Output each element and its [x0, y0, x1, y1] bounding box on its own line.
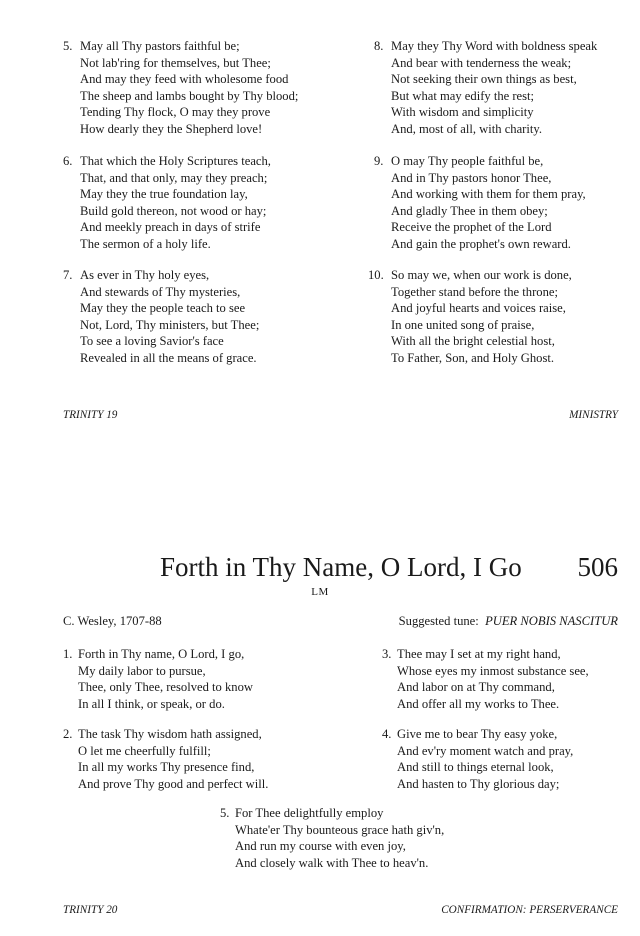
stanza-line: Receive the prophet of the Lord — [391, 220, 552, 235]
stanza-number: 10. — [368, 268, 384, 282]
stanza-line: Whose eyes my inmost substance see, — [397, 663, 589, 678]
footer-season-bottom: TRINITY 20 — [63, 904, 118, 916]
hymn-author: C. Wesley, 1707-88 — [63, 614, 162, 628]
hymn-meter: LM — [311, 586, 329, 598]
stanza-7-prev — [63, 267, 259, 367]
stanza-line: So may we, when our work is done, — [391, 268, 572, 282]
stanza-line: Revealed in all the means of grace. — [80, 350, 257, 365]
stanza-2 — [63, 726, 268, 792]
stanza-number: 5. — [63, 39, 73, 53]
stanza-line: And labor on at Thy command, — [397, 680, 555, 695]
stanza-line: And hasten to Thy glorious day; — [397, 776, 560, 791]
stanza-line: And prove Thy good and perfect will. — [78, 776, 269, 791]
stanza-line: But what may edify the rest; — [391, 88, 535, 103]
stanza-line: And in Thy pastors honor Thee, — [391, 170, 552, 185]
stanza-line: Tending Thy flock, O may they prove — [80, 105, 271, 120]
stanza-5 — [220, 805, 444, 871]
stanza-line: As ever in Thy holy eyes, — [80, 268, 210, 282]
stanza-3 — [382, 646, 589, 712]
stanza-line: O may Thy people faithful be, — [391, 154, 544, 168]
stanza-8-prev — [374, 38, 597, 138]
stanza-line: Not, Lord, Thy ministers, but Thee; — [80, 317, 260, 332]
stanza-number: 5. — [220, 806, 230, 820]
hymn-number: 506 — [577, 552, 618, 582]
stanza-number: 7. — [63, 268, 73, 282]
stanza-6-prev — [63, 153, 271, 253]
stanza-line: And run my course with even joy, — [235, 839, 406, 854]
footer-topic-top: MINISTRY — [569, 409, 618, 421]
suggested-tune — [399, 614, 618, 629]
stanza-line: Together stand before the throne; — [391, 284, 558, 299]
stanza-line: And bear with tenderness the weak; — [391, 55, 572, 70]
stanza-line: Build gold thereon, not wood or hay; — [80, 203, 267, 218]
stanza-line: And joyful hearts and voices raise, — [391, 301, 566, 316]
stanza-line: Thee, only Thee, resolved to know — [78, 680, 253, 695]
stanza-line: And closely walk with Thee to heav'n. — [235, 855, 429, 870]
stanza-line: And may they feed with wholesome food — [80, 72, 289, 87]
footer-season-top: TRINITY 19 — [63, 409, 118, 421]
stanza-line: And gain the prophet's own reward. — [391, 236, 571, 251]
stanza-line: May all Thy pastors faithful be; — [80, 39, 240, 53]
stanza-line: With wisdom and simplicity — [391, 105, 534, 120]
stanza-number: 1. — [63, 647, 73, 661]
stanza-line: For Thee delightfully employ — [235, 806, 384, 820]
stanza-line: And ev'ry moment watch and pray, — [397, 743, 574, 758]
stanza-number: 8. — [374, 39, 384, 53]
stanza-line: My daily labor to pursue, — [78, 663, 206, 678]
stanza-line: Forth in Thy name, O Lord, I go, — [78, 647, 245, 661]
stanza-line: May they the true foundation lay, — [80, 187, 248, 202]
stanza-line: And, most of all, with charity. — [391, 121, 542, 136]
stanza-line: O let me cheerfully fulfill; — [78, 743, 211, 758]
stanza-line: May they Thy Word with boldness speak — [391, 39, 598, 53]
stanza-line: And offer all my works to Thee. — [397, 696, 560, 711]
stanza-line: In one united song of praise, — [391, 317, 535, 332]
stanza-line: And gladly Thee in them obey; — [391, 203, 548, 218]
stanza-number: 4. — [382, 727, 392, 741]
stanza-line: The task Thy wisdom hath assigned, — [78, 727, 262, 741]
stanza-line: And working with them for them pray, — [391, 187, 586, 202]
stanza-line: And still to things eternal look, — [397, 760, 554, 775]
stanza-line: The sermon of a holy life. — [80, 236, 211, 251]
stanza-1 — [63, 646, 253, 712]
stanza-line: That which the Holy Scriptures teach, — [80, 154, 271, 168]
stanza-line: To see a loving Savior's face — [80, 334, 224, 349]
stanza-9-prev — [374, 153, 586, 253]
stanza-line: With all the bright celestial host, — [391, 334, 555, 349]
stanza-line: The sheep and lambs bought by Thy blood; — [80, 88, 299, 103]
stanza-line: Give me to bear Thy easy yoke, — [397, 727, 558, 741]
tune-label: Suggested tune: — [398, 614, 479, 628]
footer-topic-bottom: CONFIRMATION: PERSERVERANCE — [441, 904, 618, 916]
stanza-line: Not lab'ring for themselves, but Thee; — [80, 55, 271, 70]
stanza-line: That, and that only, may they preach; — [80, 170, 268, 185]
tune-name: PUER NOBIS NASCITUR — [485, 614, 618, 628]
stanza-line: Thee may I set at my right hand, — [397, 647, 561, 661]
stanza-number: 6. — [63, 154, 73, 168]
stanza-number: 9. — [374, 154, 384, 168]
hymn-title: Forth in Thy Name, O Lord, I Go — [160, 552, 522, 582]
stanza-line: In all I think, or speak, or do. — [78, 696, 225, 711]
stanza-line: And stewards of Thy mysteries, — [80, 284, 241, 299]
stanza-line: Not seeking their own things as best, — [391, 72, 577, 87]
stanza-number: 2. — [63, 727, 73, 741]
stanza-number: 3. — [382, 647, 392, 661]
stanza-line: In all my works Thy presence find, — [78, 760, 255, 775]
stanza-line: How dearly they the Shepherd love! — [80, 121, 263, 136]
stanza-line: To Father, Son, and Holy Ghost. — [391, 350, 555, 365]
stanza-10-prev — [368, 267, 572, 367]
stanza-line: Whate'er Thy bounteous grace hath giv'n, — [235, 822, 445, 837]
stanza-line: And meekly preach in days of strife — [80, 220, 261, 235]
stanza-line: May they the people teach to see — [80, 301, 246, 316]
stanza-5-prev — [63, 38, 298, 138]
stanza-4 — [382, 726, 573, 792]
